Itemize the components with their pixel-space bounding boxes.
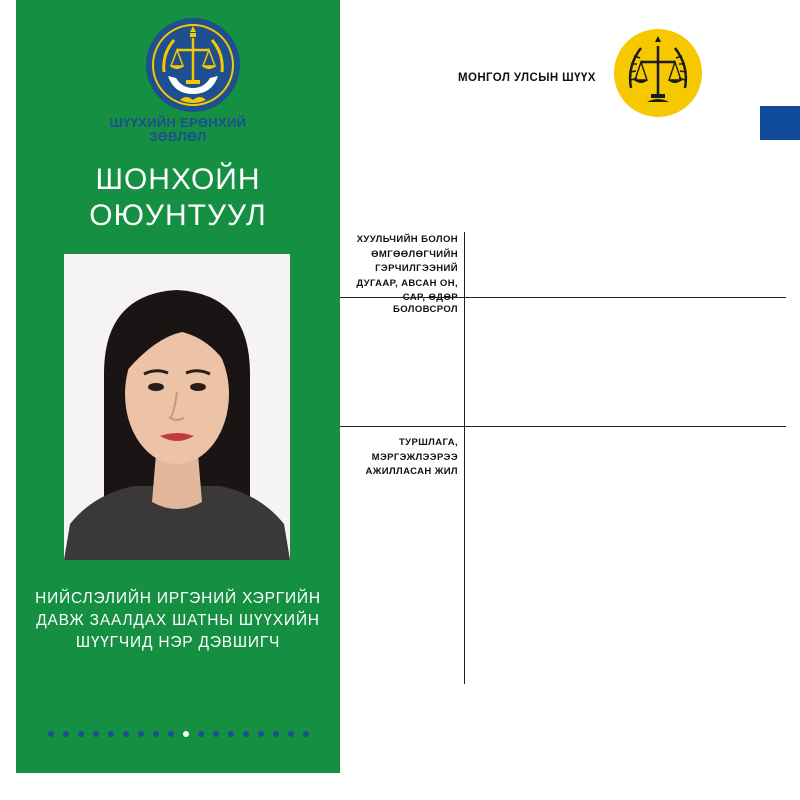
pagination-dot[interactable]	[48, 731, 54, 737]
pagination-dot[interactable]	[108, 731, 114, 737]
accent-tab	[760, 106, 800, 140]
license-label-line: ДУГААР, АВСАН ОН,	[356, 277, 458, 289]
pagination-dot[interactable]	[123, 731, 129, 737]
pagination-dot[interactable]	[138, 731, 144, 737]
candidate-position-line3: ШҮҮГЧИД НЭР ДЭВШИГЧ	[75, 634, 281, 651]
education-label	[340, 303, 458, 318]
court-title: МОНГОЛ УЛСЫН ШҮҮХ	[458, 72, 596, 84]
pagination-dot[interactable]	[228, 731, 234, 737]
candidate-card	[16, 0, 340, 773]
pagination-dot[interactable]	[288, 731, 294, 737]
experience-label-line: ТУРШЛАГА,	[398, 437, 458, 448]
table-divider-horizontal	[340, 426, 786, 427]
pagination-dot[interactable]	[243, 731, 249, 737]
council-name-line2: ЗӨВЛӨЛ	[149, 129, 207, 144]
table-divider-vertical	[464, 232, 465, 684]
judicial-council-logo-icon	[144, 16, 242, 114]
pagination-dot[interactable]	[213, 731, 219, 737]
experience-label	[340, 436, 458, 480]
slide-pagination	[16, 731, 340, 737]
experience-label-line: МЭРГЭЖЛЭЭРЭЭ	[371, 451, 458, 463]
pagination-dot[interactable]	[168, 731, 174, 737]
pagination-dot[interactable]	[198, 731, 204, 737]
candidate-position-line1: НИЙСЛЭЛИЙН ИРГЭНИЙ ХЭРГИЙН	[35, 590, 321, 607]
candidate-position	[24, 588, 332, 654]
license-label-line: ӨМГӨӨЛӨГЧИЙН	[371, 248, 458, 260]
candidate-surname: ШОНХОЙН	[95, 163, 261, 196]
pagination-dot[interactable]	[258, 731, 264, 737]
license-label-line: САР, ӨДӨР	[402, 292, 458, 303]
license-label	[340, 233, 458, 306]
candidate-portrait	[64, 254, 290, 560]
candidate-given-name: ОЮУНТУУЛ	[89, 199, 267, 232]
court-scales-emblem-icon	[613, 28, 703, 118]
education-label-line: БОЛОВСРОЛ	[392, 304, 458, 315]
pagination-dot[interactable]	[93, 731, 99, 737]
candidate-position-line2: ДАВЖ ЗААЛДАХ ШАТНЫ ШҮҮХИЙН	[36, 612, 320, 629]
experience-label-line: АЖИЛЛАСАН ЖИЛ	[365, 466, 458, 477]
license-label-line: ГЭРЧИЛГЭЭНИЙ	[375, 263, 458, 274]
pagination-dot[interactable]	[78, 731, 84, 737]
candidate-name	[16, 162, 340, 234]
pagination-dot[interactable]	[303, 731, 309, 737]
pagination-dot[interactable]	[63, 731, 69, 737]
license-label-line: ХУУЛЬЧИЙН БОЛОН	[356, 234, 458, 245]
pagination-dot[interactable]	[153, 731, 159, 737]
council-name	[16, 116, 340, 144]
council-name-line1: ШҮҮХИЙН ЕРӨНХИЙ	[109, 115, 247, 130]
pagination-dot-active[interactable]	[183, 731, 189, 737]
pagination-dot[interactable]	[273, 731, 279, 737]
